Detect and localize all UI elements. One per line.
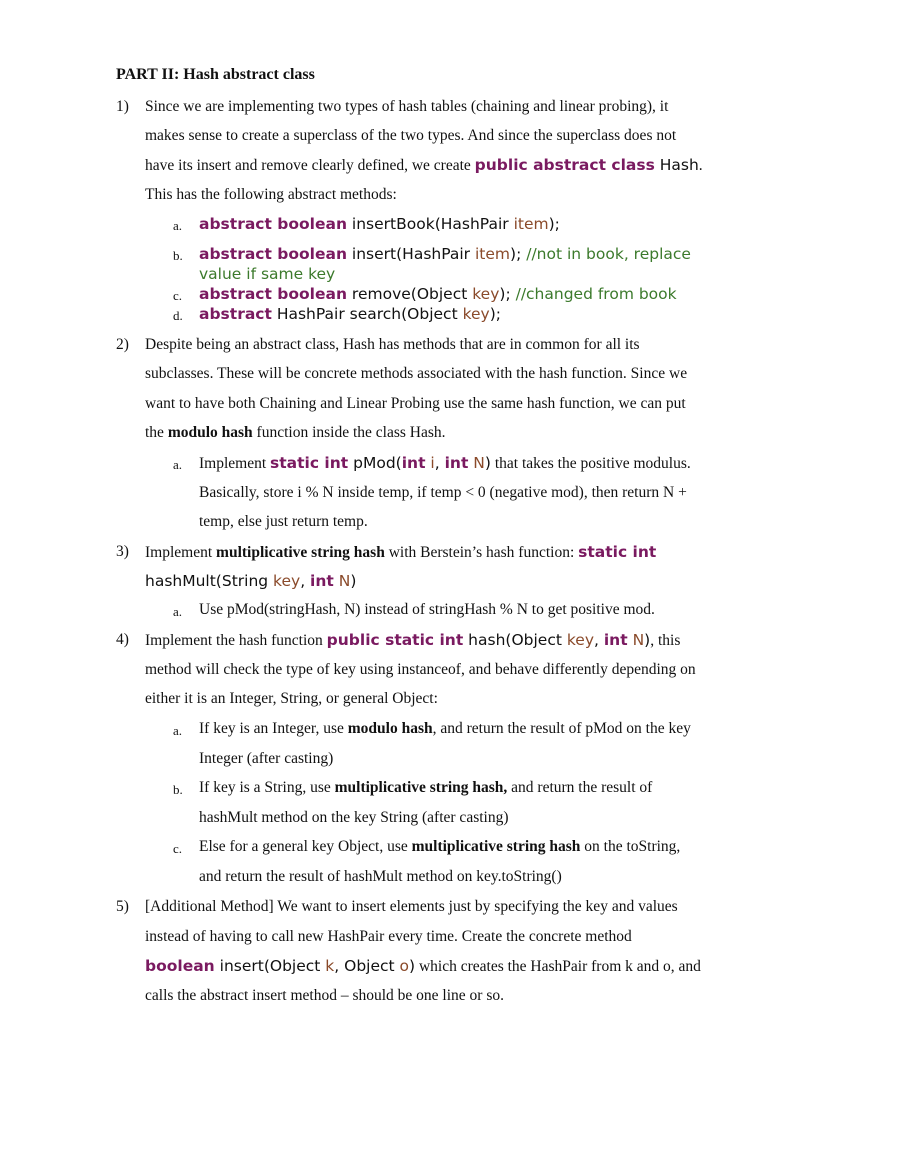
paragraph-line: have its insert and remove clearly defined, we create public abstract class Hash. xyxy=(145,156,703,174)
paragraph-line: makes sense to create a superclass of the two types. And since the superclass does not xyxy=(145,127,677,144)
code-comment: //changed from book xyxy=(515,285,677,303)
method-signature: abstract HashPair search(Object key); xyxy=(199,305,502,323)
paragraph-line: Use pMod(stringHash, N) instead of stringHash % N to get positive mod. xyxy=(199,601,655,618)
paragraph-line: Despite being an abstract class, Hash has methods that are in common for all its xyxy=(145,336,640,353)
paragraph-line: Else for a general key Object, use multiplicative string hash on the toString, xyxy=(199,838,681,855)
sub-item-label: b. xyxy=(173,782,183,797)
sub-item-label: c. xyxy=(173,841,183,856)
sub-item-label: a. xyxy=(173,723,183,738)
paragraph-line: Implement multiplicative string hash with Berstein’s hash function: static int xyxy=(145,543,657,561)
item-number-4: 4) xyxy=(116,631,129,648)
method-signature: abstract boolean insert(HashPair item); //not in book, replace xyxy=(199,245,691,263)
paragraph-line: the modulo hash function inside the class Hash. xyxy=(145,424,446,441)
paragraph-line: If key is an Integer, use modulo hash, and return the result of pMod on the key xyxy=(199,720,691,737)
paragraph-line: hashMult method on the key String (after casting) xyxy=(199,809,509,826)
paragraph-line: and return the result of hashMult method on key.toString() xyxy=(199,868,562,885)
paragraph-line: method will check the type of key using instanceof, and behave differently depending on xyxy=(145,661,696,678)
paragraph-line: Implement static int pMod(int i, int N) that takes the positive modulus. xyxy=(199,454,691,472)
item-number-1: 1) xyxy=(116,98,129,115)
paragraph-line: boolean insert(Object k, Object o) which creates the HashPair from k and o, and xyxy=(145,957,701,975)
paragraph-line: Since we are implementing two types of hash tables (chaining and linear probing), it xyxy=(145,98,669,115)
method-signature: abstract boolean insertBook(HashPair item); xyxy=(199,215,560,233)
method-signature: hashMult(String key, int N) xyxy=(145,572,357,590)
paragraph-line: want to have both Chaining and Linear Probing use the same hash function, we can put xyxy=(145,395,686,412)
item-number-2: 2) xyxy=(116,336,129,353)
method-signature: abstract boolean remove(Object key); //changed from book xyxy=(199,285,677,303)
item-number-3: 3) xyxy=(116,543,129,560)
paragraph-line: instead of having to call new HashPair every time. Create the concrete method xyxy=(145,928,632,945)
sub-item-label: d. xyxy=(173,308,183,323)
code-keyword: public abstract class xyxy=(474,156,655,174)
page-heading: PART II: Hash abstract class xyxy=(116,66,315,83)
paragraph-line: If key is a String, use multiplicative string hash, and return the result of xyxy=(199,779,653,796)
paragraph-line: temp, else just return temp. xyxy=(199,513,368,530)
sub-item-label: c. xyxy=(173,288,183,303)
code-comment: //not in book, replace xyxy=(526,245,691,263)
paragraph-line: either it is an Integer, String, or general Object: xyxy=(145,690,438,707)
paragraph-line: [Additional Method] We want to insert elements just by specifying the key and values xyxy=(145,898,678,915)
code-text: Hash xyxy=(654,156,699,174)
paragraph-line: subclasses. These will be concrete methods associated with the hash function. Since we xyxy=(145,365,688,382)
paragraph-line: calls the abstract insert method – should be one line or so. xyxy=(145,987,504,1004)
code-comment: value if same key xyxy=(199,265,336,283)
paragraph-line: Implement the hash function public static int hash(Object key, int N), this xyxy=(145,631,681,649)
paragraph-line: Integer (after casting) xyxy=(199,750,334,767)
sub-item-label: a. xyxy=(173,604,183,619)
sub-item-label: a. xyxy=(173,457,183,472)
paragraph-line: Basically, store i % N inside temp, if temp < 0 (negative mod), then return N + xyxy=(199,484,687,501)
sub-item-label: b. xyxy=(173,248,183,263)
sub-item-label: a. xyxy=(173,218,183,233)
item-number-5: 5) xyxy=(116,898,129,915)
paragraph-line: This has the following abstract methods: xyxy=(145,186,397,203)
